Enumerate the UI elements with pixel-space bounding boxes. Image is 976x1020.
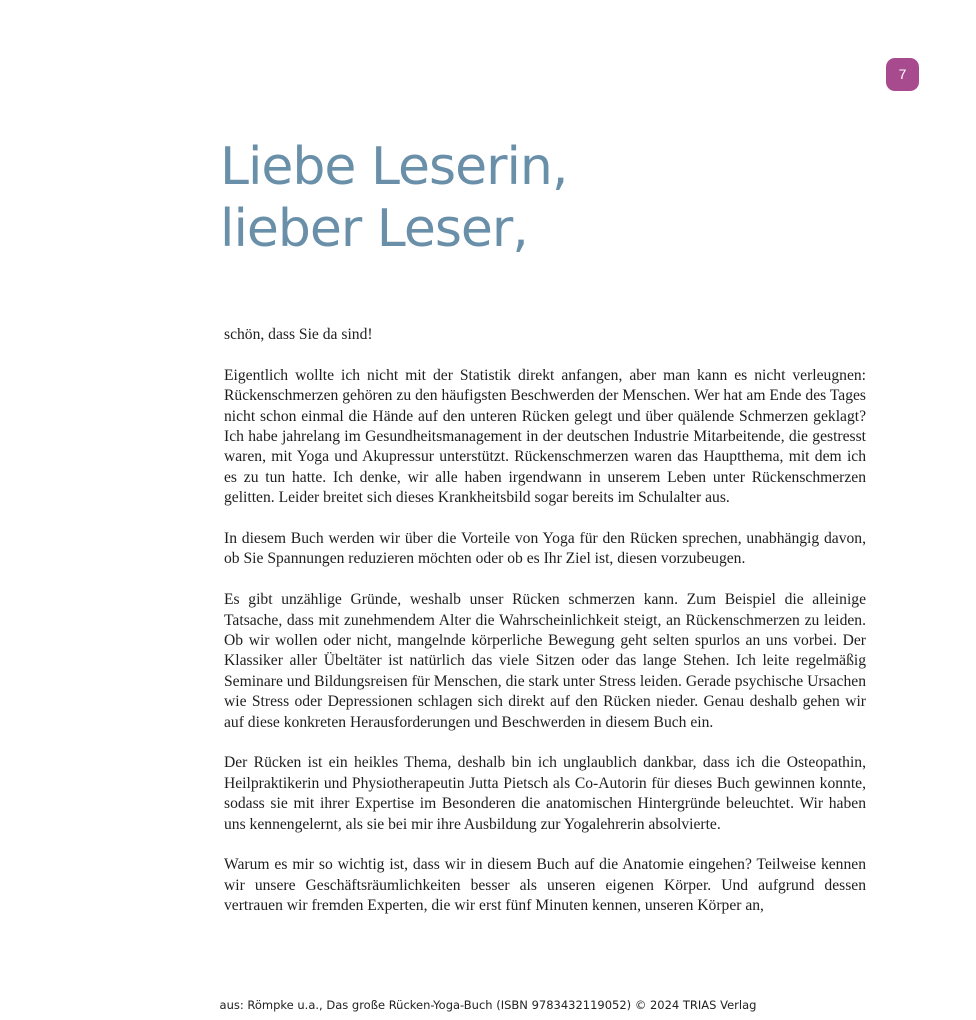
paragraph-greeting: schön, dass Sie da sind! — [224, 326, 373, 343]
page-headline — [220, 136, 567, 260]
footer-citation — [0, 998, 976, 1012]
paragraph-causes: Es gibt unzählige Gründe, weshalb unser Rücken schmerzen kann. Zum Beispiel die alleinige Tatsache, dass mit zunehmendem Alter die Wahrscheinlichkeit steigt, an Rückenschmerzen zu leiden. Ob wir wollen oder nicht, mangelnde körperliche Bewegung geht selten spurlos an uns vorbei. Der Klassiker aller Übeltäter ist natürlich das viele Sitzen oder das lange Stehen. Ich leite regelmäßig Seminare und Bildungsreisen für Menschen, die stark unter Stress leiden. Gerade psychische Ursachen wie Stress oder Depressionen schlagen sich direkt auf den Rücken nieder. Genau deshalb gehen wir auf diese konkreten Herausforderungen und Beschwerden in diesem Buch ein. — [224, 591, 866, 731]
paragraph-anatomy: Warum es mir so wichtig ist, dass wir in diesem Buch auf die Anatomie eingehen? Teilweise kennen wir unsere Geschäftsräumlichkeiten besser als unseren eigenen Körper. Und aufgrund dessen vertrauen wir fremden Experten, die wir erst fünf Minuten kennen, unseren Körper an, — [224, 856, 866, 915]
footer-citation-text: aus: Römpke u.a., Das große Rücken-Yoga-Buch (ISBN 9783432119052) © 2024 TRIAS Verlag — [219, 998, 757, 1012]
paragraph-benefits: In diesem Buch werden wir über die Vorteile von Yoga für den Rücken sprechen, unabhängig davon, ob Sie Spannungen reduzieren möchten oder ob es Ihr Ziel ist, diesen vorzubeugen. — [224, 530, 866, 568]
body-text — [224, 325, 866, 937]
headline-line-1: Liebe Leserin, — [220, 137, 568, 197]
paragraph-statistics: Eigentlich wollte ich nicht mit der Statistik direkt anfangen, aber man kann es nicht verleugnen: Rückenschmerzen gehören zu den häufigsten Beschwerden der Menschen. Wer hat am Ende des Tages nicht schon einmal die Hände auf den unteren Rücken gelegt und über quälende Schmerzen geklagt? Ich habe jahrelang im Gesundheitsmanagement in der deutschen Industrie Mitarbeitende, die gestresst waren, mit Yoga und Akupressur unterstützt. Rückenschmerzen waren das Hauptthema, mit dem ich es zu tun hatte. Ich denke, wir alle haben irgendwann in unserem Leben unter Rückenschmerzen gelitten. Leider breitet sich dieses Krankheitsbild sogar bereits im Schulalter aus. — [224, 366, 866, 507]
headline-line-2: lieber Leser, — [220, 199, 528, 259]
page-number-badge: 7 — [886, 58, 919, 91]
paragraph-coauthor: Der Rücken ist ein heikles Thema, deshalb bin ich unglaublich dankbar, dass ich die Osteopathin, Heilpraktikerin und Physiotherapeutin Jutta Pietsch als Co-Autorin für dieses Buch gewinnen konnte, sodass sie mit ihrer Expertise im Besonderen die anatomischen Hintergründe beleuchtet. Wir haben uns kennengelernt, als sie bei mir ihre Ausbildung zur Yogalehrerin absolvierte. — [224, 754, 866, 833]
